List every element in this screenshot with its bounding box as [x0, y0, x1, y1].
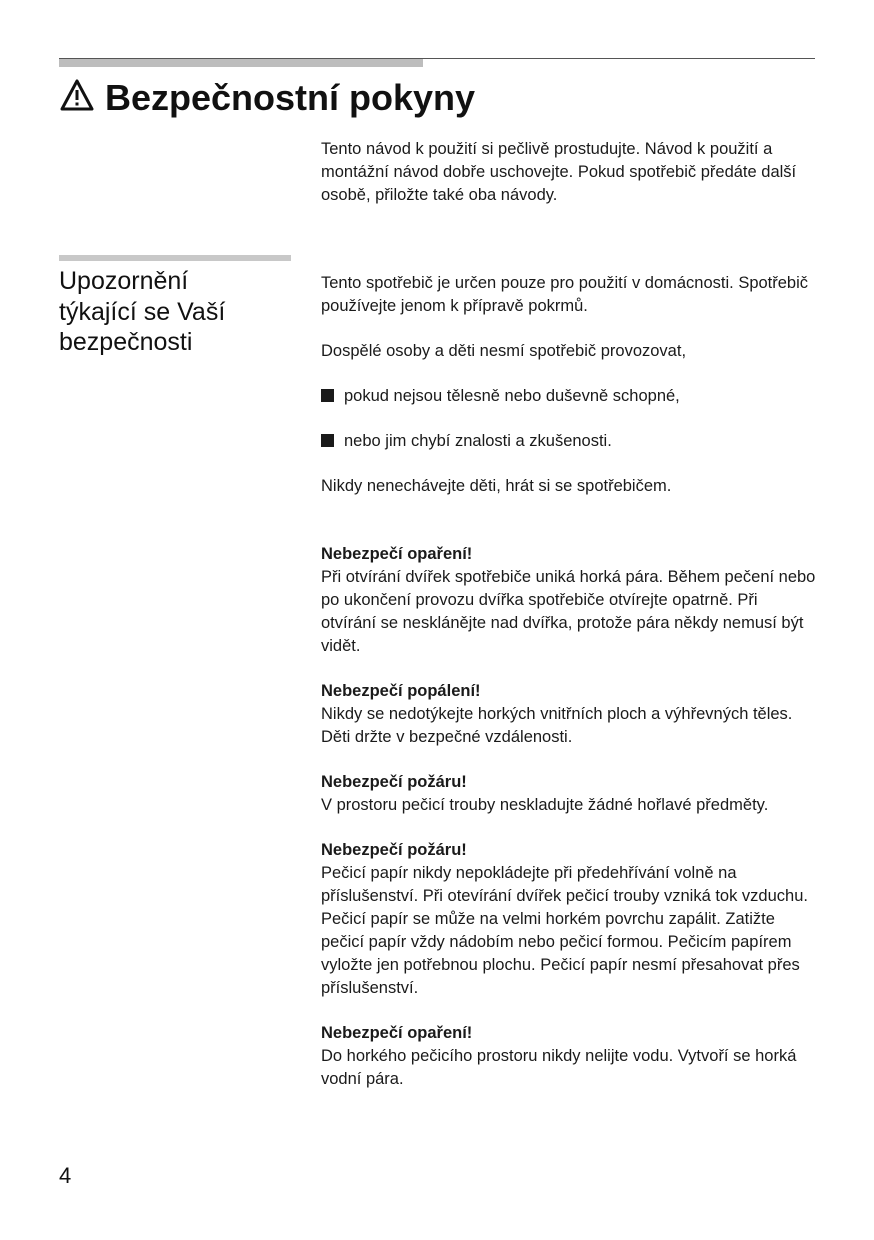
warning-title: Nebezpečí požáru! — [321, 773, 467, 791]
warning-title: Nebezpečí opaření! — [321, 1024, 473, 1042]
warning-text: Při otvírání dvířek spotřebiče uniká horká pára. Během pečení nebo po ukončení provozu dvířka spotřebiče otvírejte opatrně. Při otvírání se neskláněјte nad dvířka, protože pára někdy nemusí být vidět. — [321, 568, 816, 655]
top-rule-accent — [59, 59, 423, 67]
list-item-text: nebo jim chybí znalosti a zkušenosti. — [344, 432, 612, 450]
bullet-square-icon — [321, 389, 334, 402]
page-title — [59, 76, 475, 120]
section-heading-line: Upozornění — [59, 267, 189, 295]
list-item — [321, 385, 816, 408]
warning-block — [321, 543, 816, 658]
list-item-text: pokud nejsou tělesně nebo duševně schopné, — [344, 387, 680, 405]
section-heading-line: bezpečnosti — [59, 328, 193, 356]
section-heading — [59, 266, 289, 358]
warning-text: V prostoru pečicí trouby neskladujte žádné hořlavé předměty. — [321, 796, 769, 814]
warning-title: Nebezpečí požáru! — [321, 841, 467, 859]
warning-triangle-icon — [59, 78, 95, 112]
section-rule — [59, 255, 291, 261]
warning-title: Nebezpečí popálení! — [321, 682, 481, 700]
section-content — [321, 272, 816, 1091]
persons-paragraph: Dospělé osoby a děti nesmí spotřebič provozovat, — [321, 342, 687, 360]
page-number: 4 — [59, 1163, 72, 1188]
warning-text: Do horkého pečicího prostoru nikdy nelijte vodu. Vytvoří se horká vodní pára. — [321, 1047, 797, 1088]
warning-block — [321, 680, 816, 749]
usage-paragraph: Tento spotřebič je určen pouze pro použití v domácnosti. Spotřebič používejte jenom k přípravě pokrmů. — [321, 274, 809, 315]
section-heading-line: týkající se Vaší — [59, 297, 226, 326]
list-item — [321, 430, 816, 453]
warning-text: Nikdy se nedotýkejte horkých vnitřních ploch a výhřevných těles. Děti držte v bezpečné vzdálenosti. — [321, 705, 793, 746]
page-title-text: Bezpečnostní pokyny — [105, 77, 476, 118]
warning-title: Nebezpečí opaření! — [321, 545, 473, 563]
children-paragraph: Nikdy nenechávejte děti, hrát si se spotřebičem. — [321, 477, 672, 495]
warning-text: Pečicí papír nikdy nepokládejte při předehřívání volně na příslušenství. Při otevírání dvířek pečicí trouby vzniká tok vzduchu. Pečicí papír se může na velmi horkém povrchu zapálit. Zatižte pečicí papír vždy nádobím nebo pečicí formou. Pečicím papírem vyložte jen potřebnou plochu. Pečicí papír nesmí přesahovat přes příslušenství. — [321, 864, 808, 997]
warning-block — [321, 839, 816, 1000]
warning-block — [321, 1022, 816, 1091]
bullet-square-icon — [321, 434, 334, 447]
warning-block — [321, 771, 816, 817]
intro-paragraph: Tento návod k použití si pečlivě prostudujte. Návod k použití a montážní návod dobře uschovejte. Pokud spotřebič předáte další osobě, přiložte také oba návody. — [321, 140, 797, 204]
